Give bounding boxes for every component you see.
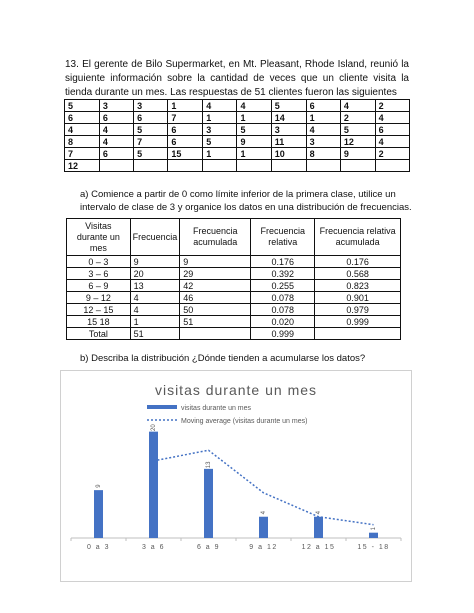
freq-header-cell: Frecuencia relativa <box>251 219 315 256</box>
raw-data-cell: 4 <box>237 100 271 112</box>
freq-row <box>67 316 401 328</box>
raw-data-cell: 5 <box>134 148 168 160</box>
raw-data-cell: 4 <box>340 100 375 112</box>
raw-data-cell: 7 <box>168 112 203 124</box>
raw-data-cell: 11 <box>271 136 306 148</box>
raw-data-cell <box>99 160 133 172</box>
raw-data-cell: 14 <box>271 112 306 124</box>
raw-data-cell: 3 <box>134 100 168 112</box>
raw-data-cell: 2 <box>340 112 375 124</box>
freq-header-cell: Frecuencia <box>130 219 180 256</box>
question-a: a) Comience a partir de 0 como límite inferior de la primera clase, utilice un intervalo de clase de 3 y organice los datos en una distribución de frecuencias. <box>80 189 412 213</box>
freq-cell: 0 – 3 <box>67 256 131 268</box>
legend-label-line: Moving average (visitas durante un mes) <box>181 418 308 425</box>
raw-data-cell: 4 <box>375 136 409 148</box>
raw-data-cell: 6 <box>65 112 100 124</box>
x-tick-label: 3 a 6 <box>141 544 166 551</box>
freq-row <box>67 328 401 340</box>
raw-data-cell: 5 <box>237 124 271 136</box>
raw-data-cell <box>203 160 237 172</box>
raw-data-cell: 5 <box>134 124 168 136</box>
freq-row <box>67 268 401 280</box>
raw-data-cell: 5 <box>203 136 237 148</box>
raw-data-row <box>65 160 410 172</box>
freq-cell: 9 <box>130 256 180 268</box>
freq-row <box>67 304 401 316</box>
bar-data-label: 20 <box>151 424 158 431</box>
freq-cell: 3 – 6 <box>67 268 131 280</box>
raw-data-cell: 6 <box>375 124 409 136</box>
raw-data-cell: 4 <box>375 112 409 124</box>
freq-cell: 4 <box>130 304 180 316</box>
x-tick-label: 9 a 12 <box>249 544 278 551</box>
raw-data-cell: 15 <box>168 148 203 160</box>
chart-title: visitas durante un mes <box>154 382 318 398</box>
raw-data-cell: 9 <box>340 148 375 160</box>
freq-cell: 15 18 <box>67 316 131 328</box>
raw-data-cell: 1 <box>237 148 271 160</box>
freq-cell: 51 <box>130 328 180 340</box>
freq-header-cell: Frecuencia acumulada <box>180 219 251 256</box>
raw-data-cell <box>237 160 271 172</box>
freq-cell: 0.078 <box>251 292 315 304</box>
freq-cell: 0.568 <box>315 268 401 280</box>
freq-row <box>67 256 401 268</box>
frequency-table <box>66 218 401 340</box>
raw-data-cell <box>340 160 375 172</box>
freq-cell <box>180 328 251 340</box>
raw-data-cell: 1 <box>237 112 271 124</box>
question-b: b) Describa la distribución ¿Dónde tienden a acumularse los datos? <box>80 353 366 364</box>
raw-data-cell: 8 <box>65 136 100 148</box>
freq-cell: 50 <box>180 304 251 316</box>
raw-data-cell: 5 <box>65 100 100 112</box>
freq-cell: 0.255 <box>251 280 315 292</box>
raw-data-cell: 2 <box>375 148 409 160</box>
freq-cell: 29 <box>180 268 251 280</box>
bar <box>259 517 268 538</box>
freq-cell: 51 <box>180 316 251 328</box>
raw-data-cell: 1 <box>203 148 237 160</box>
bar-data-label: 13 <box>206 461 213 469</box>
freq-cell: 42 <box>180 280 251 292</box>
freq-cell: 4 <box>130 292 180 304</box>
bar <box>369 533 378 538</box>
freq-cell: 0.392 <box>251 268 315 280</box>
freq-cell: 9 <box>180 256 251 268</box>
raw-data-table <box>64 99 410 172</box>
raw-data-cell <box>306 160 340 172</box>
freq-cell: 46 <box>180 292 251 304</box>
freq-header-cell: Visitas durante un mes <box>67 219 131 256</box>
freq-cell <box>315 328 401 340</box>
raw-data-cell: 6 <box>99 148 133 160</box>
raw-data-cell: 4 <box>99 124 133 136</box>
legend-label-bars: visitas durante un mes <box>181 405 252 412</box>
bar-data-label: 9 <box>96 484 103 488</box>
raw-data-cell: 6 <box>134 112 168 124</box>
raw-data-cell: 4 <box>306 124 340 136</box>
raw-data-cell: 6 <box>306 100 340 112</box>
bar <box>149 432 158 538</box>
freq-cell: 12 – 15 <box>67 304 131 316</box>
freq-cell: 13 <box>130 280 180 292</box>
x-tick-label: 6 a 9 <box>196 544 221 551</box>
chart-container <box>60 370 412 582</box>
freq-cell: 20 <box>130 268 180 280</box>
raw-data-cell <box>375 160 409 172</box>
raw-data-cell: 4 <box>203 100 237 112</box>
raw-data-cell: 5 <box>340 124 375 136</box>
raw-data-cell: 1 <box>203 112 237 124</box>
raw-data-cell: 3 <box>203 124 237 136</box>
freq-cell: 1 <box>130 316 180 328</box>
frequency-chart <box>61 371 411 581</box>
raw-data-cell: 7 <box>65 148 100 160</box>
freq-cell: 0.999 <box>251 328 315 340</box>
bar-data-label: 4 <box>316 511 323 515</box>
bar <box>94 490 103 538</box>
freq-cell: 0.999 <box>315 316 401 328</box>
freq-cell: 0.078 <box>251 304 315 316</box>
freq-cell: 0.979 <box>315 304 401 316</box>
raw-data-cell: 3 <box>99 100 133 112</box>
problem-statement: 13. El gerente de Bilo Supermarket, en Mt. Pleasant, Rhode Island, reunió la siguiente información sobre la cantidad de veces que un cliente visita la tienda durante un mes. Las respuestas de 51 clientes fueron las siguientes <box>65 59 409 98</box>
bar <box>314 517 323 538</box>
raw-data-cell: 1 <box>168 100 203 112</box>
raw-data-row <box>65 124 410 136</box>
bar-data-label: 1 <box>371 527 378 531</box>
freq-header-cell: Frecuencia relativa acumulada <box>315 219 401 256</box>
freq-row <box>67 292 401 304</box>
raw-data-row <box>65 136 410 148</box>
raw-data-cell: 2 <box>375 100 409 112</box>
raw-data-cell: 10 <box>271 148 306 160</box>
raw-data-cell: 5 <box>271 100 306 112</box>
raw-data-cell: 9 <box>237 136 271 148</box>
legend-swatch-bars <box>147 405 177 409</box>
raw-data-cell: 6 <box>99 112 133 124</box>
raw-data-cell <box>134 160 168 172</box>
raw-data-row <box>65 112 410 124</box>
x-tick-label: 12 a 15 <box>301 544 336 551</box>
raw-data-cell: 3 <box>271 124 306 136</box>
raw-data-cell <box>168 160 203 172</box>
freq-cell: 9 – 12 <box>67 292 131 304</box>
raw-data-cell: 8 <box>306 148 340 160</box>
raw-data-cell: 4 <box>65 124 100 136</box>
freq-cell: 0.176 <box>315 256 401 268</box>
raw-data-row <box>65 148 410 160</box>
freq-cell: 0.176 <box>251 256 315 268</box>
bar <box>204 469 213 538</box>
freq-cell: Total <box>67 328 131 340</box>
raw-data-cell: 1 <box>306 112 340 124</box>
raw-data-cell <box>271 160 306 172</box>
freq-cell: 6 – 9 <box>67 280 131 292</box>
raw-data-cell: 12 <box>65 160 100 172</box>
raw-data-cell: 6 <box>168 124 203 136</box>
raw-data-cell: 3 <box>306 136 340 148</box>
freq-cell: 0.020 <box>251 316 315 328</box>
bar-data-label: 4 <box>261 511 268 515</box>
raw-data-cell: 12 <box>340 136 375 148</box>
raw-data-cell: 7 <box>134 136 168 148</box>
x-tick-label: 15 - 18 <box>357 544 390 551</box>
freq-cell: 0.823 <box>315 280 401 292</box>
freq-cell: 0.901 <box>315 292 401 304</box>
x-tick-label: 0 a 3 <box>86 544 111 551</box>
freq-row <box>67 280 401 292</box>
raw-data-cell: 6 <box>168 136 203 148</box>
raw-data-row <box>65 100 410 112</box>
raw-data-cell: 4 <box>99 136 133 148</box>
